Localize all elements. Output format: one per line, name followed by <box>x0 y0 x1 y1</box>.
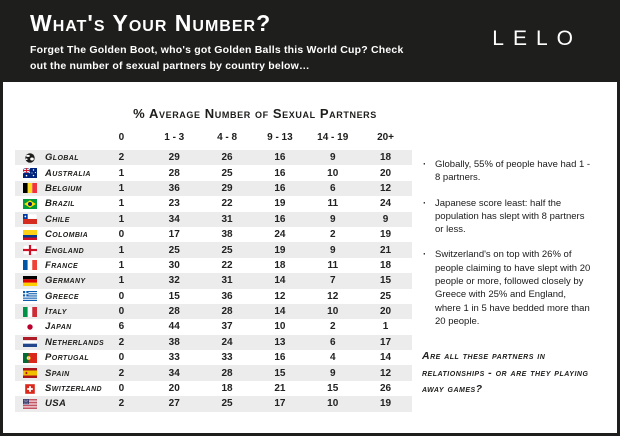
value-cell: 17 <box>274 398 286 410</box>
value-cell: 16 <box>274 182 286 194</box>
partners-table <box>15 150 412 412</box>
value-cell: 2 <box>118 367 125 379</box>
value-cell: 14 <box>274 306 286 318</box>
value-cell: 16 <box>274 213 286 225</box>
table-title: % Average Number of Sexual Partners <box>133 106 377 121</box>
value-cell: 7 <box>329 275 336 287</box>
flag-belgium-icon <box>23 183 37 193</box>
value-cell: 25 <box>221 167 233 179</box>
country-cell <box>15 183 95 194</box>
flag-japan-icon <box>23 322 37 332</box>
flag-italy-icon <box>23 307 37 317</box>
table-row <box>15 212 412 227</box>
value-cell: 20 <box>168 383 180 395</box>
value-cell: 25 <box>221 244 233 256</box>
flag-globe-icon <box>23 153 37 163</box>
note-bullet: · Japanese score least: half the population has slept with 8 partners or less. <box>422 197 594 237</box>
table-row <box>15 181 412 196</box>
value-cell: 18 <box>379 152 392 164</box>
country-name: Germany <box>45 275 86 287</box>
closing-question: Are all these partners in relationships - or are they playing away games? <box>422 350 589 395</box>
value-cell: 25 <box>221 398 233 410</box>
country-name: England <box>45 244 85 256</box>
table-row <box>15 273 412 288</box>
value-cell: 1 <box>118 259 125 271</box>
note-bullet: · Globally, 55% of people have had 1 - 8 partners. <box>422 158 594 185</box>
value-cell: 28 <box>168 167 180 179</box>
country-cell <box>15 229 95 240</box>
country-name: Japan <box>45 321 72 333</box>
value-cell: 14 <box>274 275 286 287</box>
value-cell: 1 <box>118 213 125 225</box>
value-cell: 19 <box>274 198 286 210</box>
value-cell: 6 <box>118 321 125 333</box>
value-cell: 14 <box>379 352 392 364</box>
value-cell: 24 <box>379 198 392 210</box>
column-header: 0 <box>118 132 125 143</box>
table-row <box>15 227 412 242</box>
flag-chile-icon <box>23 214 37 224</box>
content-area <box>0 82 620 436</box>
table-row <box>15 150 412 165</box>
flag-greece-icon <box>23 291 37 301</box>
country-cell <box>15 368 95 379</box>
value-cell: 20 <box>379 167 392 179</box>
value-cell: 17 <box>168 229 180 241</box>
value-cell: 11 <box>327 198 339 210</box>
table-row <box>15 350 412 365</box>
country-name: Australia <box>45 167 91 179</box>
table-row <box>15 242 412 257</box>
column-header-spacer <box>15 132 95 143</box>
country-cell <box>15 383 103 395</box>
table-row <box>15 196 412 211</box>
value-cell: 31 <box>221 275 233 287</box>
value-cell: 11 <box>327 259 339 271</box>
flag-netherlands-icon <box>23 337 37 347</box>
country-name: Spain <box>45 367 70 379</box>
value-cell: 1 <box>118 182 125 194</box>
note-bullet: · Switzerland's on top with 26% of people claiming to have slept with 20 people or more, followed closely by Greece with 25% and England, where 1 in 5 have bedded more than 20 people. <box>422 248 594 328</box>
value-cell: 2 <box>118 398 125 410</box>
value-cell: 0 <box>118 290 125 302</box>
value-cell: 9 <box>329 213 336 225</box>
value-cell: 30 <box>168 259 180 271</box>
table-row <box>15 335 412 350</box>
value-cell: 29 <box>168 152 180 164</box>
value-cell: 32 <box>168 275 180 287</box>
value-cell: 15 <box>327 383 339 395</box>
value-cell: 18 <box>274 259 286 271</box>
value-cell: 12 <box>327 290 339 302</box>
value-cell: 0 <box>118 352 125 364</box>
value-cell: 10 <box>274 321 286 333</box>
value-cell: 15 <box>168 290 180 302</box>
country-cell <box>15 245 95 256</box>
country-cell <box>15 260 95 271</box>
country-name: Italy <box>45 306 67 318</box>
notes-panel <box>422 158 594 397</box>
value-cell: 36 <box>221 290 233 302</box>
value-cell: 16 <box>274 152 286 164</box>
value-cell: 23 <box>168 198 180 210</box>
country-cell <box>15 198 95 209</box>
value-cell: 19 <box>274 244 286 256</box>
country-cell <box>15 336 105 348</box>
flag-germany-icon <box>23 276 37 286</box>
country-name: Netherlands <box>45 336 105 348</box>
value-cell: 24 <box>221 336 233 348</box>
column-header: 14 - 19 <box>317 132 349 143</box>
value-cell: 6 <box>329 182 336 194</box>
country-name: Portugal <box>45 352 90 364</box>
flag-portugal-icon <box>23 353 37 363</box>
value-cell: 22 <box>221 259 233 271</box>
value-cell: 10 <box>327 398 339 410</box>
country-cell <box>15 352 95 363</box>
value-cell: 21 <box>379 244 392 256</box>
table-row <box>15 289 412 304</box>
value-cell: 0 <box>118 383 125 395</box>
country-name: Colombia <box>45 229 89 241</box>
value-cell: 22 <box>221 198 233 210</box>
value-cell: 0 <box>118 306 125 318</box>
value-cell: 4 <box>329 352 336 364</box>
page-title: What's Your Number? <box>30 10 272 36</box>
table-row <box>15 165 412 180</box>
value-cell: 6 <box>329 336 336 348</box>
table-row <box>15 396 412 411</box>
value-cell: 16 <box>274 167 286 179</box>
lelo-logo: LELO <box>492 27 582 50</box>
country-name: Greece <box>45 290 79 302</box>
value-cell: 26 <box>379 383 392 395</box>
value-cell: 2 <box>118 152 125 164</box>
value-cell: 1 <box>118 198 125 210</box>
value-cell: 10 <box>327 306 339 318</box>
country-name: Chile <box>45 213 70 225</box>
country-cell <box>15 398 95 409</box>
value-cell: 16 <box>274 352 286 364</box>
value-cell: 34 <box>168 367 180 379</box>
value-cell: 18 <box>379 259 392 271</box>
value-cell: 31 <box>221 213 233 225</box>
flag-england-icon <box>23 245 37 255</box>
notes-list <box>422 158 594 328</box>
value-cell: 25 <box>379 290 392 302</box>
country-name: Global <box>45 152 79 164</box>
table-row <box>15 365 412 380</box>
value-cell: 0 <box>118 229 125 241</box>
value-cell: 26 <box>221 152 233 164</box>
value-cell: 12 <box>379 182 392 194</box>
value-cell: 37 <box>221 321 233 333</box>
flag-brazil-icon <box>23 199 37 209</box>
country-name: Brazil <box>45 198 75 210</box>
value-cell: 9 <box>329 152 336 164</box>
value-cell: 13 <box>274 336 286 348</box>
country-cell <box>15 306 95 317</box>
header-band <box>0 0 620 82</box>
value-cell: 38 <box>168 336 180 348</box>
value-cell: 24 <box>274 229 286 241</box>
value-cell: 33 <box>221 352 233 364</box>
column-header: 1 - 3 <box>164 132 185 143</box>
value-cell: 10 <box>327 167 339 179</box>
page-subtitle: Forget The Golden Boot, who's got Golden Balls this World Cup? Check out the number of sexual partners by country below… <box>30 44 404 72</box>
value-cell: 9 <box>382 213 389 225</box>
country-name: Switzerland <box>45 383 103 395</box>
column-header: 4 - 8 <box>217 132 238 143</box>
flag-usa-icon <box>23 399 37 409</box>
value-cell: 36 <box>168 182 180 194</box>
flag-australia-icon <box>23 168 37 178</box>
country-cell <box>15 275 95 286</box>
flag-switzerland-icon <box>23 384 37 394</box>
value-cell: 20 <box>379 306 392 318</box>
country-name: Belgium <box>45 182 82 194</box>
value-cell: 1 <box>118 167 125 179</box>
country-cell <box>15 291 95 302</box>
value-cell: 15 <box>274 367 286 379</box>
table-row <box>15 381 412 396</box>
value-cell: 19 <box>379 398 392 410</box>
value-cell: 1 <box>118 275 125 287</box>
country-name: USA <box>45 398 67 410</box>
value-cell: 12 <box>379 367 392 379</box>
value-cell: 2 <box>118 336 125 348</box>
value-cell: 27 <box>168 398 180 410</box>
value-cell: 21 <box>274 383 286 395</box>
value-cell: 1 <box>382 321 389 333</box>
column-header: 20+ <box>377 132 395 143</box>
value-cell: 33 <box>168 352 180 364</box>
table-row <box>15 258 412 273</box>
country-cell <box>15 152 95 163</box>
column-header-row <box>15 132 412 143</box>
value-cell: 2 <box>329 321 336 333</box>
flag-colombia-icon <box>23 230 37 240</box>
value-cell: 17 <box>379 336 392 348</box>
country-cell <box>15 214 95 225</box>
table-row <box>15 319 412 334</box>
value-cell: 9 <box>329 244 336 256</box>
table-row <box>15 304 412 319</box>
flag-spain-icon <box>23 368 37 378</box>
flag-france-icon <box>23 260 37 270</box>
value-cell: 1 <box>118 244 125 256</box>
value-cell: 34 <box>168 213 180 225</box>
value-cell: 25 <box>168 244 180 256</box>
country-cell <box>15 321 95 332</box>
value-cell: 12 <box>274 290 286 302</box>
country-cell <box>15 168 95 179</box>
value-cell: 28 <box>221 306 233 318</box>
value-cell: 28 <box>221 367 233 379</box>
country-name: France <box>45 259 79 271</box>
value-cell: 2 <box>329 229 336 241</box>
value-cell: 15 <box>379 275 392 287</box>
value-cell: 18 <box>221 383 233 395</box>
value-cell: 28 <box>168 306 180 318</box>
column-header: 9 - 13 <box>267 132 293 143</box>
value-cell: 44 <box>168 321 180 333</box>
value-cell: 9 <box>329 367 336 379</box>
value-cell: 19 <box>379 229 392 241</box>
value-cell: 38 <box>221 229 233 241</box>
value-cell: 29 <box>221 182 233 194</box>
